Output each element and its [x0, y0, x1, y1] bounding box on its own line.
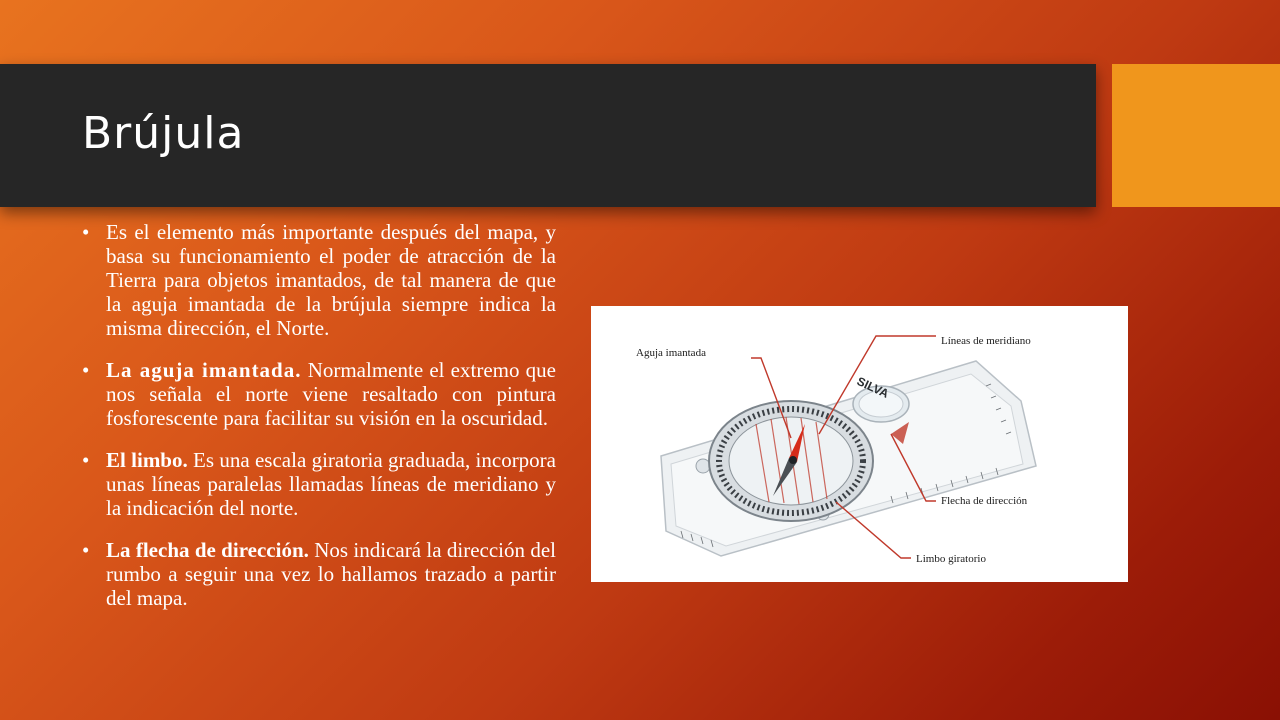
bullet-text: Es una escala giratoria graduada, incorpora unas líneas paralelas llamadas líneas de meridiano y la indicación del norte. — [106, 448, 556, 520]
label-limbo-giratorio: Limbo giratorio — [916, 553, 986, 565]
compass-illustration — [591, 306, 1128, 582]
bullet-intro — [82, 220, 556, 340]
bullet-text: Normalmente el extremo que nos señala el norte viene resaltado con pintura fosforescente para facilitar su visión en la oscuridad. — [106, 358, 556, 430]
compass-figure — [591, 306, 1128, 582]
bullet-aguja — [82, 358, 556, 430]
bullet-lead: La aguja imantada. — [106, 358, 302, 382]
brand-text: SILVA — [854, 374, 892, 401]
bullet-limbo — [82, 448, 556, 520]
bullet-text: Es el elemento más importante después del mapa, y basa su funcionamiento el poder de atracción de la Tierra para objetos imantados, de tal manera de que la aguja imantada de la brújula siempre indica la misma dirección, el Norte. — [106, 220, 556, 340]
bullet-lead: La flecha de dirección. — [106, 538, 309, 562]
bullet-flecha — [82, 538, 556, 610]
slide-title: Brújula — [82, 108, 245, 159]
label-flecha-direccion: Flecha de dirección — [941, 495, 1028, 507]
label-aguja-imantada: Aguja imantada — [636, 347, 706, 359]
accent-box — [1112, 64, 1280, 207]
bullet-list — [82, 220, 556, 628]
bullet-lead: El limbo. — [106, 448, 188, 472]
bullet-text: Nos indicará la dirección del rumbo a seguir una vez lo hallamos trazado a partir del mapa. — [106, 538, 556, 610]
label-lineas-meridiano: Líneas de meridiano — [941, 335, 1031, 347]
